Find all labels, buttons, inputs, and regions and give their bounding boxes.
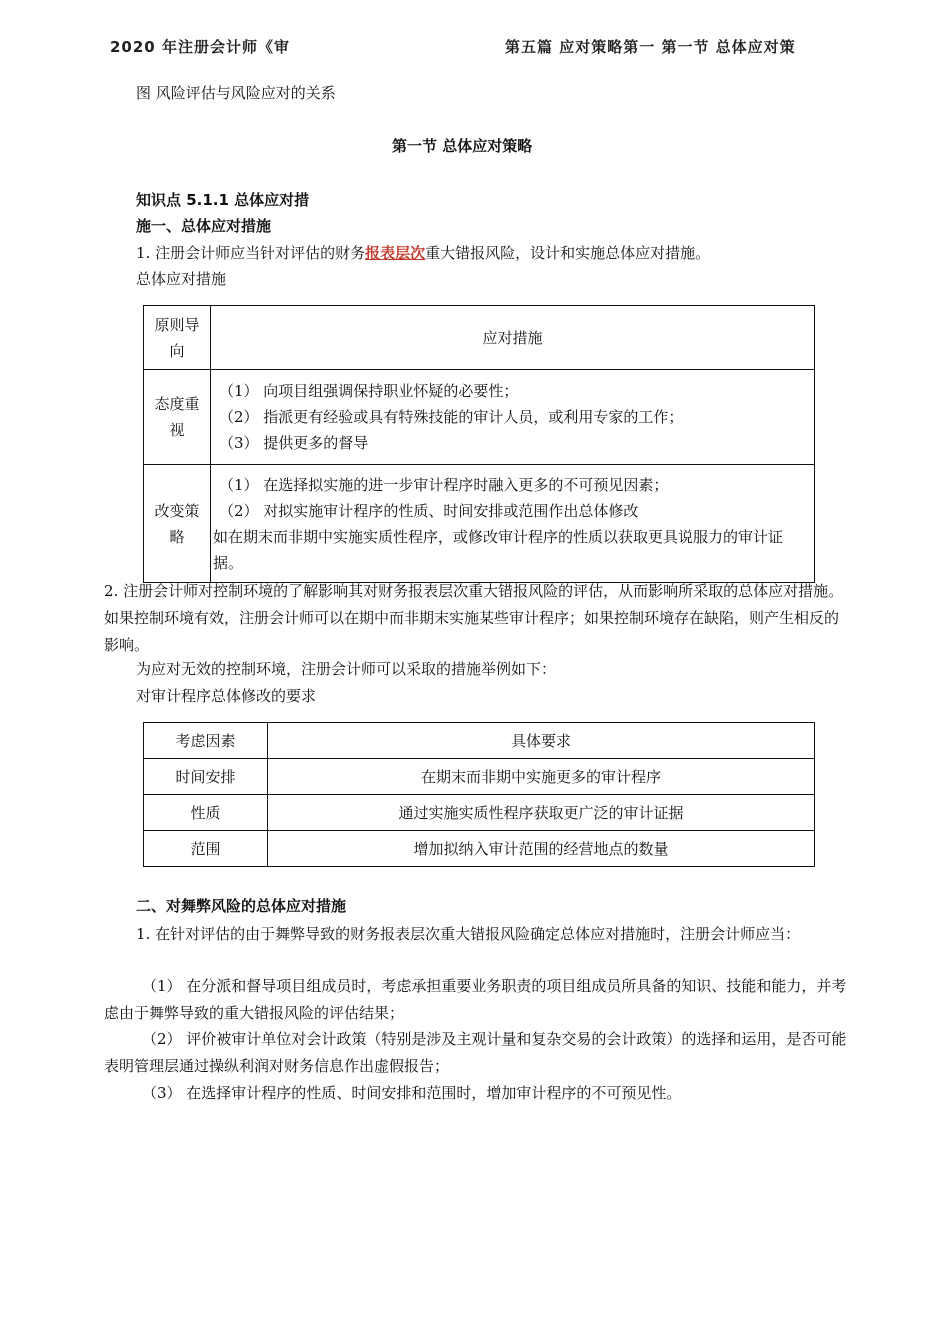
table1-row1-item1: （1） 向项目组强调保持职业怀疑的必要性； — [219, 382, 519, 400]
table2-header-factor: 考虑因素 — [144, 723, 268, 759]
figure-caption: 图 风险评估与风险应对的关系 — [136, 84, 336, 102]
section2-item-3: （3） 在选择审计程序的性质、时间安排和范围时，增加审计程序的不可预见性。 — [142, 1084, 682, 1102]
response-measures-table — [143, 305, 815, 583]
knowledge-point-line2: 施一、总体应对措施 — [136, 217, 272, 235]
section2-paragraph-1: 1. 在针对评估的由于舞弊导致的财务报表层次重大错报风险确定总体应对措施时，注册会计师应当： — [136, 925, 801, 943]
table1-row2-item3: 如在期末而非期中实施实质性程序，或修改审计程序的性质以获取更具说服力的审计证据。 — [213, 527, 784, 572]
table1-caption: 总体应对措施 — [136, 270, 227, 288]
paragraph-1-after: 重大错报风险，设计和实施总体应对措施。 — [425, 244, 711, 262]
section2-item-2: （2） 评价被审计单位对会计政策（特别是涉及主观计量和复杂交易的会计政策）的选择和运用，是否可能表明管理层通过操纵利润对财务信息作出虚假报告； — [104, 1030, 847, 1075]
paragraph-1-before: 1. 注册会计师应当针对评估的财务 — [136, 244, 366, 262]
section-title: 第一节 总体应对策略 — [392, 137, 533, 155]
paragraph-1 — [136, 242, 710, 264]
page-header-left: 2020 年注册会计师《审 — [110, 38, 290, 56]
paragraph-2: 2. 注册会计师对控制环境的了解影响其对财务报表层次重大错报风险的评估，从而影响所采取的总体应对措施。如果控制环境有效，注册会计师可以在期中而非期末实施某些审计程序；如果控制环境存在缺陷，则产生相反的影响。 — [104, 582, 844, 654]
table1-row1-principle: 态度重视 — [144, 370, 211, 465]
table2-row2-factor: 性质 — [144, 795, 268, 831]
knowledge-point-line1: 知识点 5.1.1 总体应对措 — [136, 191, 310, 209]
audit-procedures-table — [143, 722, 815, 867]
keyword-link[interactable]: 报表层次 — [365, 244, 426, 262]
table1-row2-item2: （2） 对拟实施审计程序的性质、时间安排或范围作出总体修改 — [219, 501, 639, 520]
table2-row2-requirement: 通过实施实质性程序获取更广泛的审计证据 — [268, 795, 815, 831]
table1-row2-item1: （1） 在选择拟实施的进一步审计程序时融入更多的不可预见因素； — [219, 475, 669, 494]
section2-title: 二、对舞弊风险的总体应对措施 — [136, 897, 347, 915]
table1-row2-measures — [211, 465, 815, 583]
table1-row2-principle: 改变策略 — [144, 465, 211, 583]
page-header-right: 第五篇 应对策略第一 第一节 总体应对策 — [505, 38, 796, 56]
paragraph-3: 为应对无效的控制环境，注册会计师可以采取的措施举例如下： — [136, 660, 557, 678]
table2-header-requirement: 具体要求 — [268, 723, 815, 759]
table1-header-measures: 应对措施 — [211, 306, 815, 370]
section2-item-1: （1） 在分派和督导项目组成员时，考虑承担重要业务职责的项目组成员所具备的知识、技能和能力，并考虑由于舞弊导致的重大错报风险的评估结果； — [104, 977, 847, 1022]
table2-row1-factor: 时间安排 — [144, 759, 268, 795]
table2-row3-requirement: 增加拟纳入审计范围的经营地点的数量 — [268, 831, 815, 867]
table2-row3-factor: 范围 — [144, 831, 268, 867]
table2-row1-requirement: 在期末而非期中实施更多的审计程序 — [268, 759, 815, 795]
table1-row1-item3: （3） 提供更多的督导 — [219, 434, 369, 452]
table2-caption: 对审计程序总体修改的要求 — [136, 687, 317, 705]
table1-header-principle: 原则导向 — [144, 306, 211, 370]
table1-row1-item2: （2） 指派更有经验或具有特殊技能的审计人员，或利用专家的工作； — [219, 408, 684, 426]
table1-row1-measures — [211, 370, 815, 465]
